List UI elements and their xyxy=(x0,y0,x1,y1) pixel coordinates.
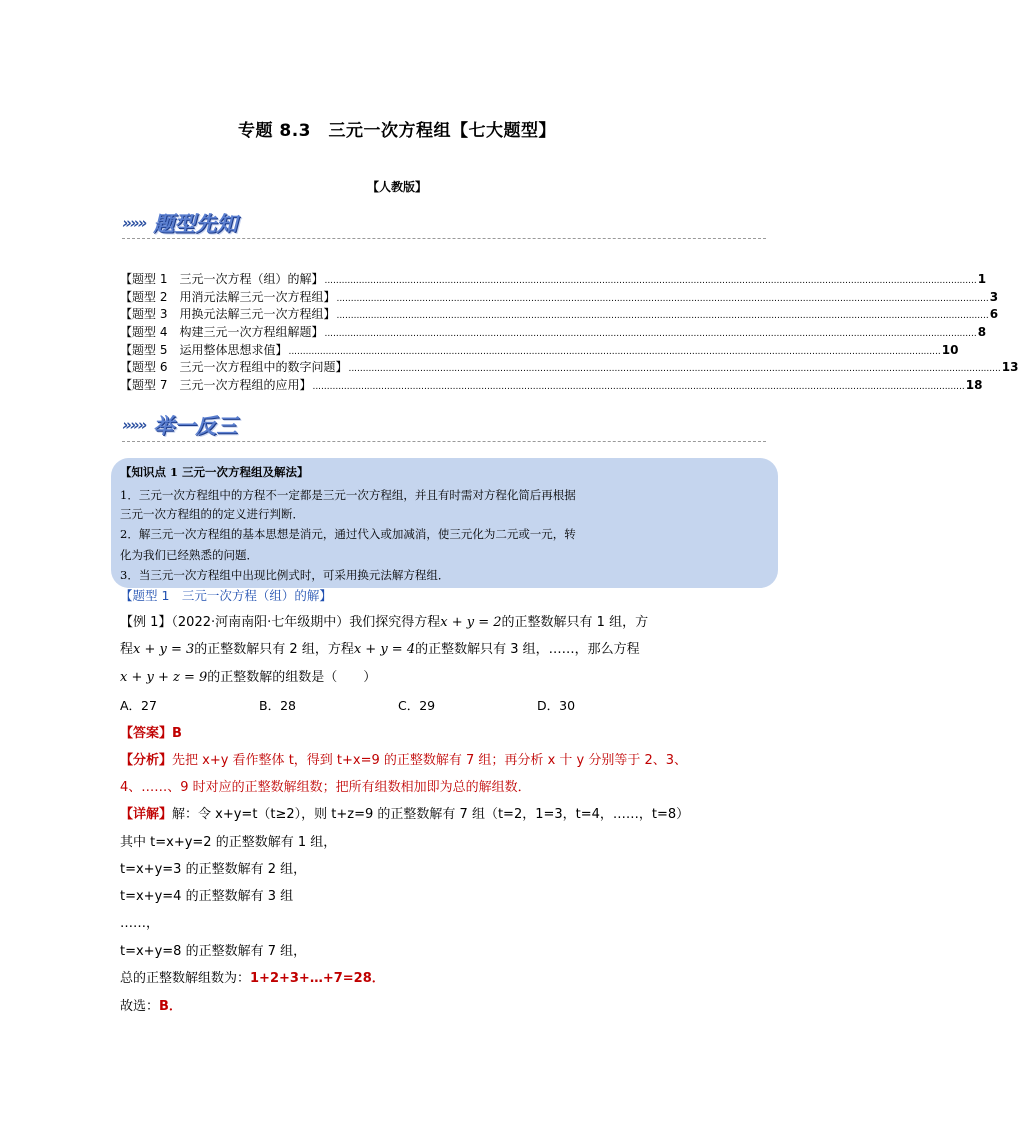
example-text: 的正整数解只有 1 组，方 xyxy=(501,615,649,630)
question-type-title: 【题型 1 三元一次方程（组）的解】 xyxy=(120,588,332,603)
detail-result: 1+2+3+…+7=28． xyxy=(250,971,385,986)
toc-item[interactable] xyxy=(120,376,983,394)
option-b[interactable]: B．28 xyxy=(259,698,296,713)
equation: x + y = 2 xyxy=(440,615,502,630)
toc-leader: .................................................................................................................................................................................................................................... xyxy=(288,346,941,357)
toc-leader: .................................................................................................................................................................................................................................... xyxy=(324,276,977,286)
option-a[interactable]: A．27 xyxy=(120,698,157,713)
edition-label: 【人教版】 xyxy=(366,180,427,194)
toc-item[interactable] xyxy=(120,288,999,306)
example-question-line xyxy=(120,611,648,630)
page-title: 专题 8.3 三元一次方程组【七大题型】 xyxy=(237,121,557,141)
toc-item-page: 13 xyxy=(1001,360,1018,375)
analysis-label: 【分析】 xyxy=(120,753,173,768)
detail-line: t=x+y=4 的正整数解有 3 组 xyxy=(120,889,294,904)
detail-text: 总的正整数解组数为： xyxy=(120,971,251,986)
toc-leader: .................................................................................................................................................................................................................................... xyxy=(324,329,977,340)
detail-label: 【详解】 xyxy=(120,807,173,822)
detail-text: 故选： xyxy=(120,999,160,1014)
detail-line: t=x+y=3 的正整数解有 2 组， xyxy=(120,862,307,877)
example-text: 的正整数解只有 3 组，……，那么方程 xyxy=(415,642,640,657)
banner-title: 题型先知 xyxy=(153,212,238,236)
section-banner-examples xyxy=(122,410,237,440)
answer-value: B xyxy=(172,726,182,741)
answer-line xyxy=(120,722,182,741)
example-text: 程 xyxy=(120,642,134,657)
banner-title: 举一反三 xyxy=(153,414,238,438)
example-text: 的正整数解只有 2 组，方程 xyxy=(194,642,354,657)
toc-item-page: 3 xyxy=(989,289,999,304)
detail-line: t=x+y=8 的正整数解有 7 组， xyxy=(120,944,307,959)
toc-item-label: 【题型 7 三元一次方程组的应用】 xyxy=(120,378,312,393)
analysis-line xyxy=(120,749,687,768)
toc-item[interactable] xyxy=(120,323,987,341)
detail-line xyxy=(120,995,182,1014)
toc-leader: .................................................................................................................................................................................................................................... xyxy=(312,382,965,393)
example-question-line xyxy=(120,666,376,685)
banner-arrows-icon: »»» xyxy=(122,416,146,434)
knowledge-line: 1．三元一次方程组中的方程不一定都是三元一次方程组，并且有时需对方程化简后再根据 xyxy=(120,488,576,502)
analysis-text: 先把 x+y 看作整体 t，得到 t+x=9 的正整数解有 7 组；再分析 x 十 y 分别等于 2、3、 xyxy=(172,753,688,768)
equation: x + y + z = 9 xyxy=(120,670,208,685)
table-of-contents xyxy=(120,270,1018,394)
analysis-line: 4、……、9 时对应的正整数解组数；把所有组数相加即为总的解组数． xyxy=(120,780,531,795)
toc-item-page: 10 xyxy=(941,342,959,357)
toc-item[interactable] xyxy=(120,341,959,359)
toc-item-page: 18 xyxy=(965,378,983,393)
detail-line xyxy=(120,967,385,986)
divider xyxy=(122,441,766,442)
equation: x + y = 4 xyxy=(353,642,416,657)
knowledge-line: 三元一次方程组的的定义进行判断． xyxy=(120,507,304,521)
toc-item[interactable] xyxy=(120,270,987,288)
detail-line: ……， xyxy=(120,916,160,931)
detail-line: 其中 t=x+y=2 的正整数解有 1 组， xyxy=(120,835,337,850)
detail-line xyxy=(120,803,689,822)
knowledge-line: 2．解三元一次方程组的基本思想是消元，通过代入或加减消，使三元化为二元或一元，转 xyxy=(120,527,576,541)
toc-item-label: 【题型 6 三元一次方程组中的数字问题】 xyxy=(120,360,348,375)
answer-label: 【答案】 xyxy=(120,726,173,741)
toc-item-label: 【题型 2 用消元法解三元一次方程组】 xyxy=(120,289,336,304)
equation: x + y = 3 xyxy=(133,642,195,657)
knowledge-heading: 【知识点 1 三元一次方程组及解法】 xyxy=(120,465,309,479)
toc-leader: .................................................................................................................................................................................................................................... xyxy=(336,311,989,322)
divider xyxy=(122,238,766,239)
knowledge-line: 3．当三元一次方程组中出现比例式时，可采用换元法解方程组． xyxy=(120,568,450,582)
detail-choice: B． xyxy=(159,999,182,1014)
toc-item-page: 8 xyxy=(977,325,987,340)
option-d[interactable]: D．30 xyxy=(537,698,576,713)
example-question-line xyxy=(120,638,640,657)
toc-item-label: 【题型 1 三元一次方程（组）的解】 xyxy=(120,272,324,286)
example-text: 的正整数解的组数是（ ） xyxy=(207,670,377,685)
toc-item[interactable] xyxy=(120,358,1018,376)
option-c[interactable]: C．29 xyxy=(398,698,436,713)
toc-item-page: 6 xyxy=(989,307,999,322)
toc-item[interactable] xyxy=(120,305,999,323)
section-banner-preview xyxy=(122,208,237,238)
toc-leader: .................................................................................................................................................................................................................................... xyxy=(336,293,989,304)
detail-text: 解：令 x+y=t（t≥2），则 t+z=9 的正整数解有 7 组（t=2，1=3，t=4，……，t=8） xyxy=(172,807,690,822)
knowledge-line: 化为我们已经熟悉的问题． xyxy=(120,548,258,562)
toc-item-label: 【题型 3 用换元法解三元一次方程组】 xyxy=(120,307,336,322)
toc-leader: .................................................................................................................................................................................................................................... xyxy=(348,364,1001,375)
example-text: 【例 1】（2022·河南南阳·七年级期中）我们探究得方程 xyxy=(120,615,441,630)
banner-arrows-icon: »»» xyxy=(122,214,146,232)
toc-item-page: 1 xyxy=(977,272,987,286)
toc-item-label: 【题型 4 构建三元一次方程组解题】 xyxy=(120,325,324,340)
toc-item-label: 【题型 5 运用整体思想求值】 xyxy=(120,342,288,357)
